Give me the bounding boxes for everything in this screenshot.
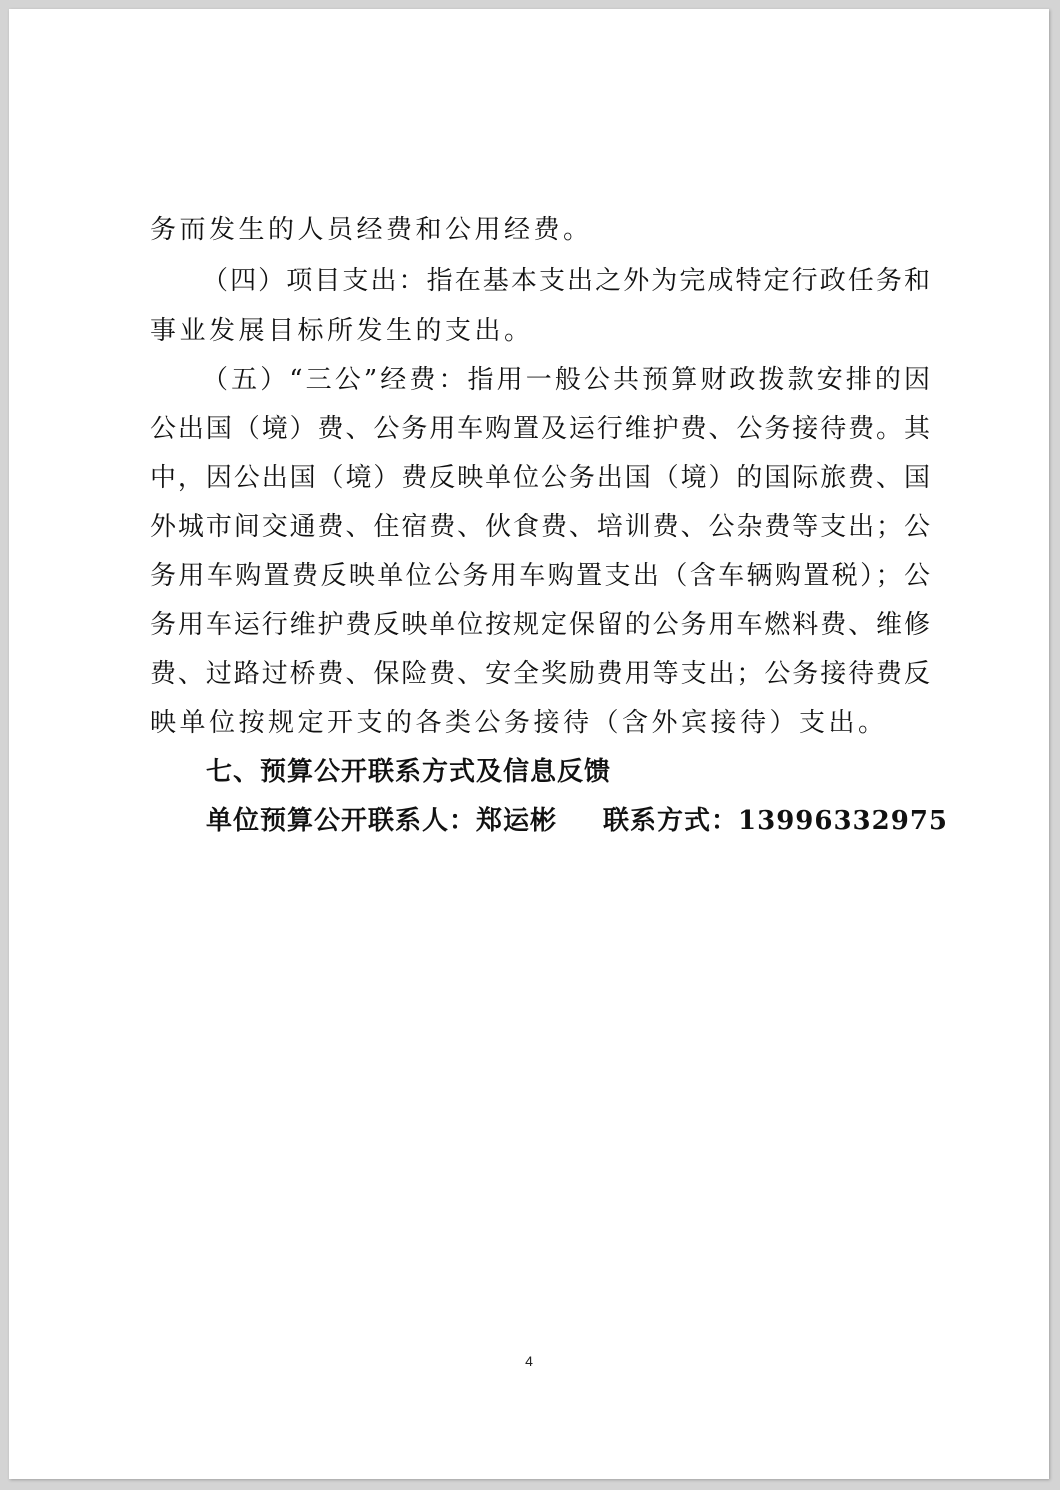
section-heading: 七、预算公开联系方式及信息反馈 [206, 757, 612, 787]
paragraph-line: 映单位按规定开支的各类公务接待（含外宾接待）支出。 [150, 708, 888, 738]
contact-line [206, 806, 948, 836]
paragraph-line: 中，因公出国（境）费反映单位公务出国（境）的国际旅费、国 [150, 463, 930, 493]
paragraph-line: （五）“三公”经费：指用一般公共预算财政拨款安排的因 [202, 365, 930, 395]
paragraph-line: 外城市间交通费、住宿费、伙食费、培训费、公杂费等支出；公 [150, 512, 930, 542]
contact-person: 单位预算公开联系人：郑运彬 [206, 806, 558, 836]
page-number: 4 [525, 1353, 533, 1369]
paragraph-line: （四）项目支出：指在基本支出之外为完成特定行政任务和 [202, 266, 930, 296]
paragraph-line: 务用车购置费反映单位公务用车购置支出（含车辆购置税）；公 [150, 561, 930, 591]
paragraph-line: 务用车运行维护费反映单位按规定保留的公务用车燃料费、维修 [150, 610, 930, 640]
paragraph-line: 事业发展目标所发生的支出。 [150, 316, 534, 346]
paragraph-line: 公出国（境）费、公务用车购置及运行维护费、公务接待费。其 [150, 414, 930, 444]
paragraph-line: 务而发生的人员经费和公用经费。 [150, 215, 593, 245]
paragraph-line: 费、过路过桥费、保险费、安全奖励费用等支出；公务接待费反 [150, 659, 930, 689]
contact-method: 联系方式：13996332975 [603, 806, 949, 836]
document-page [9, 9, 1049, 1479]
